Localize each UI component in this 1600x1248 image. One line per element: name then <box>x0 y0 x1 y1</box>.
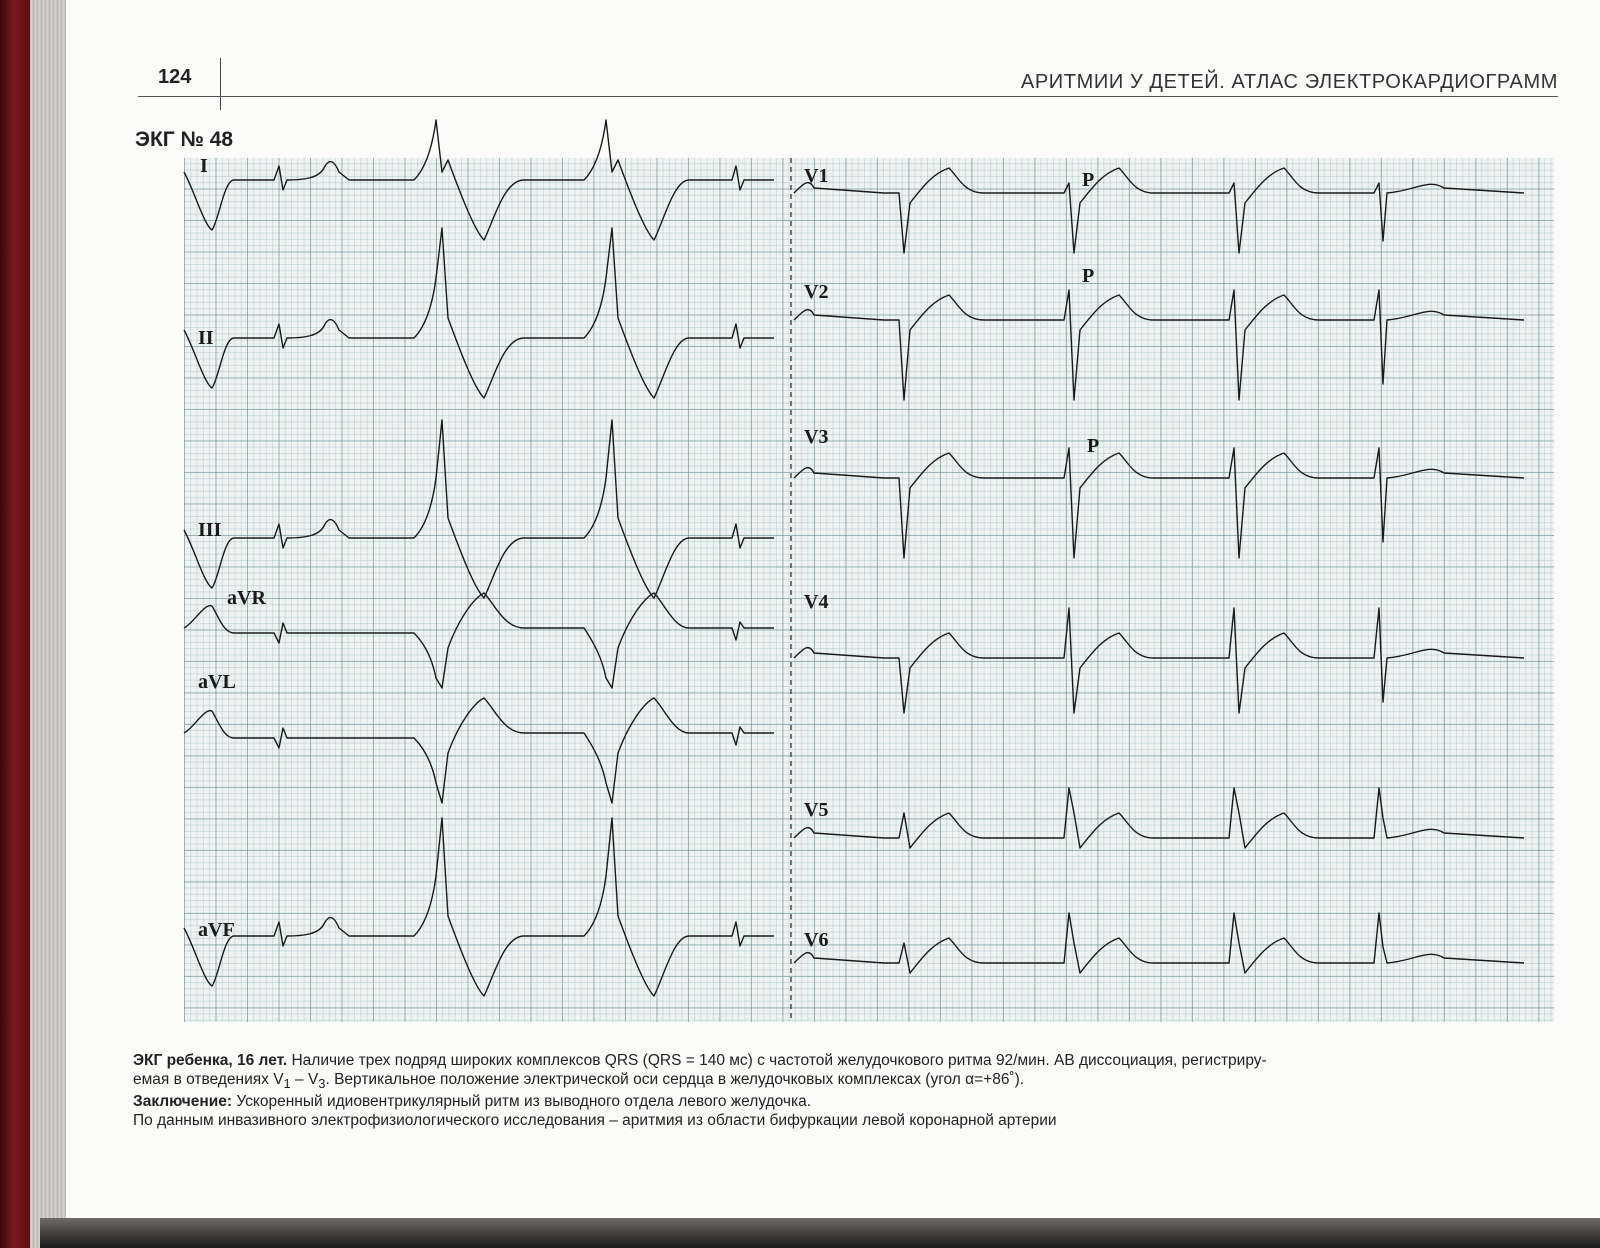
lead-label-I: I <box>200 155 208 177</box>
lead-label-V4: V4 <box>804 591 829 613</box>
lead-III-trace <box>184 420 774 598</box>
ecg-title: ЭКГ № 48 <box>135 128 234 151</box>
lead-label-V3: V3 <box>804 426 829 448</box>
page-number: 124 <box>158 66 192 88</box>
conclusion-text: Ускоренный идиовентрикулярный ритм из выводного отдела левого желудочка. <box>232 1093 812 1111</box>
lead-II-trace <box>184 228 774 398</box>
lead-label-V6: V6 <box>804 929 829 951</box>
header-rule <box>138 96 1558 97</box>
figure-caption <box>133 1052 1558 1130</box>
book-spine <box>0 0 30 1248</box>
ecg-traces <box>184 155 1554 1022</box>
lead-label-aVR: aVR <box>227 587 266 609</box>
page-edges <box>30 0 70 1248</box>
lead-label-aVF: aVF <box>198 919 235 941</box>
running-head: АРИТМИИ У ДЕТЕЙ. АТЛАС ЭЛЕКТРОКАРДИОГРАММ <box>1020 71 1558 93</box>
caption-lead: ЭКГ ребенка, 16 лет. <box>133 1052 288 1069</box>
lead-label-III: III <box>198 519 222 541</box>
p-wave-label-v2: P <box>1082 265 1095 287</box>
lead-V1-trace <box>794 168 1524 253</box>
lead-V5-trace <box>794 788 1524 848</box>
caption-note: По данным инвазивного электрофизиологического исследования – аритмия из области бифуркации левой коронарной артерии <box>133 1111 1057 1129</box>
lead-aVL-trace <box>184 698 774 803</box>
conclusion-label: Заключение: <box>133 1093 233 1111</box>
header-divider <box>220 58 221 110</box>
lead-label-V1: V1 <box>804 165 829 187</box>
caption-line1-text: Наличие трех подряд широких комплексов QRS (QRS = 140 мс) с частотой желудочкового ритма 92/мин. АВ диссоциация, регистриру- <box>287 1052 1267 1069</box>
p-wave-label-v1: P <box>1082 169 1095 191</box>
bottom-shadow <box>40 1218 1600 1248</box>
caption-sub-3: 3 <box>318 1075 326 1091</box>
caption-line-2 <box>133 1071 1558 1094</box>
lead-label-aVL: aVL <box>198 671 236 693</box>
caption-line2-post: . Вертикальное положение электрической оси сердца в желудочковых комплексах (угол α=+86˚). <box>325 1070 1025 1088</box>
lead-label-II: II <box>198 327 214 349</box>
lead-V4-trace <box>794 608 1524 713</box>
lead-V6-trace <box>794 913 1524 973</box>
lead-V2-trace <box>794 290 1524 400</box>
lead-aVR-trace <box>184 593 774 688</box>
p-wave-label-v3: P <box>1087 435 1100 457</box>
lead-label-V5: V5 <box>804 799 829 821</box>
lead-V3-trace <box>794 448 1524 558</box>
caption-sub-1: 1 <box>283 1075 291 1091</box>
caption-line-1 <box>133 1052 1558 1071</box>
caption-conclusion <box>133 1093 1558 1112</box>
caption-line2-pre: емая в отведениях V <box>133 1070 284 1088</box>
lead-aVF-trace <box>184 818 774 996</box>
caption-line2-mid: – V <box>290 1070 319 1088</box>
lead-label-V2: V2 <box>804 281 829 303</box>
